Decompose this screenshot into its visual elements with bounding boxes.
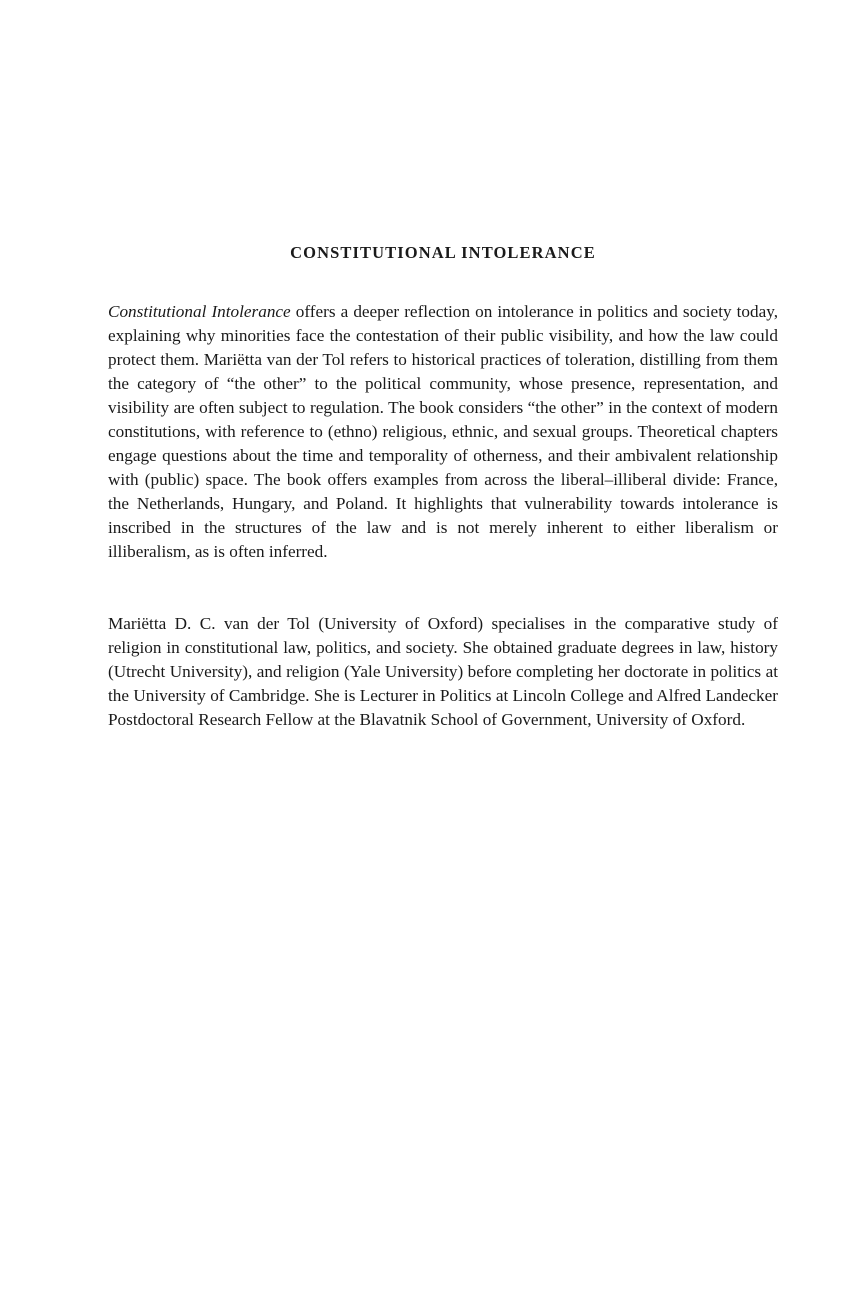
book-title-italic: Constitutional Intolerance [108,302,291,321]
book-description-text: offers a deeper reflection on intolerance in politics and society today, explaining why minorities face the contestation of their public visibility, and how the law could protect them. Mariëtta van der Tol refers to historical practices of toleration, distilling from them the category of “the other” to the political community, whose presence, representation, and visibility are often subject to regulation. The book considers “the other” in the context of modern constitutions, with reference to (ethno) religious, ethnic, and sexual groups. Theoretical chapters engage questions about the time and temporality of otherness, and their ambivalent relationship with (public) space. The book offers examples from across the liberal–illiberal divide: France, the Netherlands, Hungary, and Poland. It highlights that vulnerability towards intolerance is inscribed in the structures of the law and is not merely inherent to either liberalism or illiberalism, as is often inferred. [108,302,779,561]
book-description-paragraph [108,300,778,564]
author-bio-paragraph: Mariëtta D. C. van der Tol (University of Oxford) specialises in the comparative study of religion in constitutional law, politics, and society. She obtained graduate degrees in law, history (Utrecht University), and religion (Yale University) before completing her doctorate in politics at the University of Cambridge. She is Lecturer in Politics at Lincoln College and Alfred Landecker Postdoctoral Research Fellow at the Blavatnik School of Government, University of Oxford. [108,614,778,729]
page-title: CONSTITUTIONAL INTOLERANCE [290,243,596,262]
